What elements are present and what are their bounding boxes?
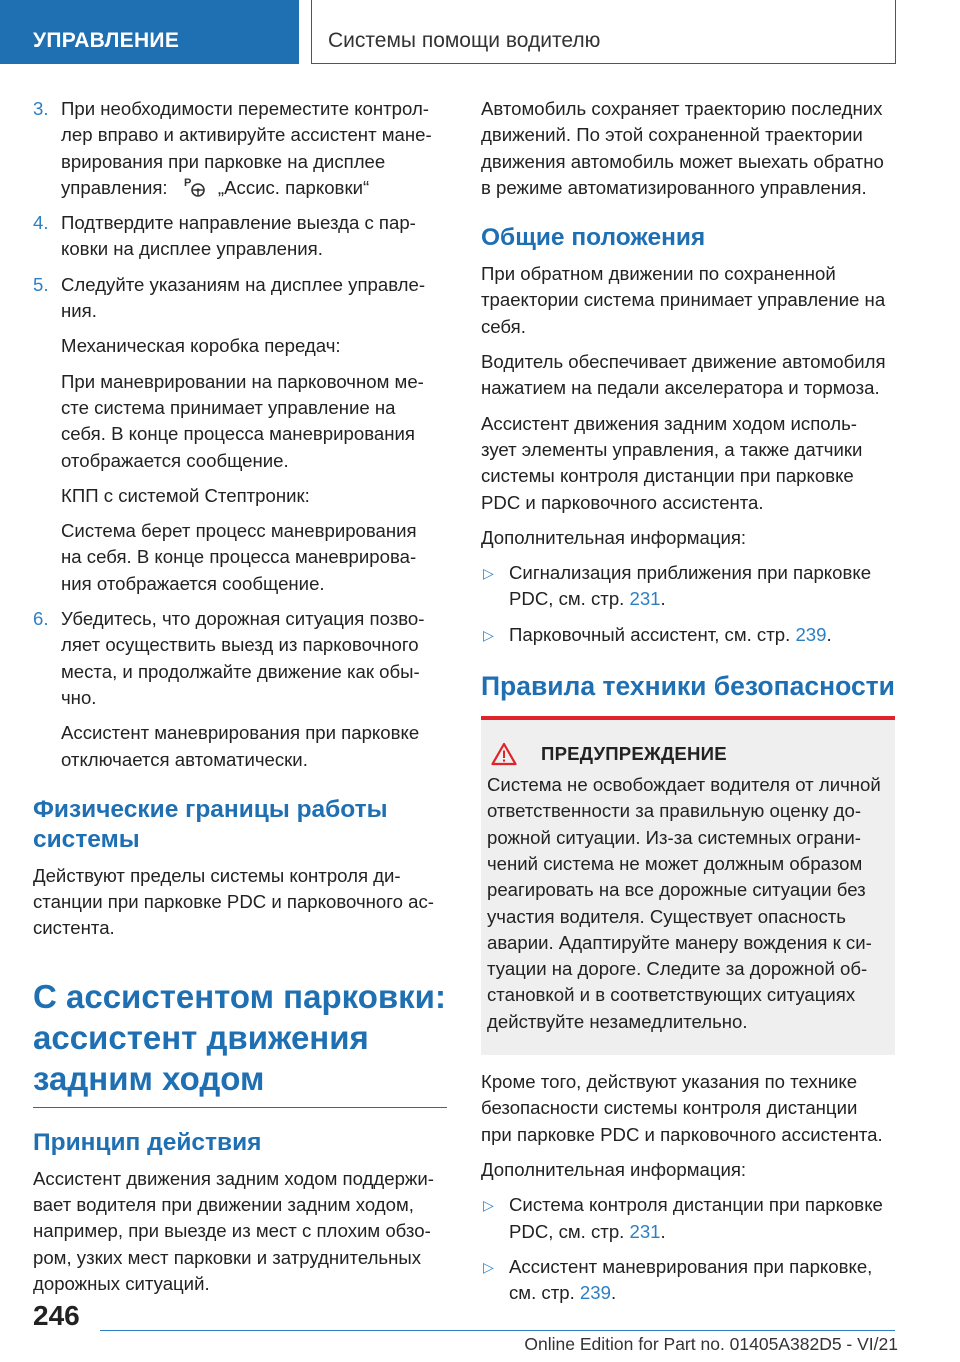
- step-text: ляет осуществить выезд из парковочного: [61, 634, 419, 656]
- text-line: дорожных ситуаций.: [33, 1272, 210, 1294]
- text-line: вает водителя при движении задним ходом,: [33, 1194, 414, 1216]
- right-column: [481, 96, 895, 1315]
- text-line: станции при парковке PDC и парковочного ас-: [33, 891, 434, 913]
- step-3: [33, 96, 447, 201]
- step-number: 4.: [33, 212, 49, 234]
- section-title: УПРАВЛЕНИЕ: [33, 29, 180, 52]
- step-text: ния.: [61, 300, 97, 322]
- text-line: систента.: [33, 917, 115, 939]
- limits-text: [33, 863, 447, 942]
- step-number: 3.: [33, 98, 49, 119]
- warning-text: [487, 772, 887, 1035]
- text-line: рожной ситуации. Из-за системных ограни-: [487, 826, 861, 848]
- chapter-heading: [33, 976, 447, 1099]
- bullet-item: [481, 622, 895, 648]
- text-line: Система контроля дистанции при парковке: [509, 1194, 883, 1216]
- more-info-label: Дополнительная информация:: [481, 526, 747, 548]
- step-text: „Ассис. парковки“: [217, 176, 370, 198]
- text-line: траектории система принимает управление на: [481, 289, 886, 311]
- text-line: при парковке PDC и парковочного ассистента.: [481, 1123, 883, 1145]
- heading-line: С ассистентом парковки:: [33, 977, 446, 1015]
- left-column: [33, 96, 447, 1306]
- step-number: 5.: [33, 273, 49, 295]
- text-line: себя.: [481, 315, 526, 337]
- page-link[interactable]: 231: [629, 588, 661, 610]
- text-line: PDC, см. стр.: [509, 588, 630, 610]
- text-line: безопасности системы контроля дистанции: [481, 1097, 858, 1119]
- general-heading: Общие положения: [481, 224, 706, 252]
- text-line: системы контроля дистанции при парковке: [481, 465, 854, 487]
- footer-divider: [100, 1330, 895, 1331]
- principle-heading: Принцип действия: [33, 1128, 262, 1156]
- text-line: Кроме того, действуют указания по технике: [481, 1071, 858, 1093]
- triangle-bullet-icon: ▷: [483, 565, 494, 582]
- edition-text: Online Edition for Part no. 01405A382D5 - VI/21: [524, 1334, 898, 1354]
- auto-label: КПП с системой Стептроник:: [61, 484, 310, 506]
- page-link[interactable]: 231: [629, 1220, 661, 1242]
- text-line: Автомобиль сохраняет траекторию последних: [481, 98, 883, 119]
- text-line: Парковочный ассистент, см. стр.: [509, 623, 796, 645]
- auto-text: [33, 518, 447, 597]
- heading-line: задним ходом: [33, 1059, 265, 1097]
- section-tab: [0, 0, 299, 64]
- chapter-title: Системы помощи водителю: [328, 29, 601, 52]
- step-text: управления:: [61, 176, 168, 198]
- text-line: Система берет процесс маневрирования: [61, 520, 417, 542]
- manual-text: [33, 369, 447, 474]
- text-line: движения автомобиль может выехать обратно: [481, 150, 884, 172]
- text-line: ром, узких мест парковки и затруднительных: [33, 1246, 422, 1268]
- text-line: PDC и парковочного ассистента.: [481, 491, 764, 513]
- step-text: Следуйте указаниям на дисплее управле-: [61, 273, 426, 295]
- principle-text: [33, 1166, 447, 1297]
- parking-assistant-icon: [183, 176, 207, 198]
- text-line: ния отображается сообщение.: [61, 572, 325, 594]
- chapter-tab: [311, 0, 896, 64]
- step-4: [33, 210, 447, 263]
- bullet-item: [481, 1192, 895, 1245]
- general-text-1: [481, 261, 895, 340]
- text-line: Ассистент маневрирования при парковке: [61, 722, 420, 744]
- bullet-item: [481, 1254, 895, 1307]
- text-line: Сигнализация приближения при парковке: [509, 562, 872, 584]
- text-line: ответственности за правильную оценку до-: [487, 800, 862, 822]
- general-text-2: [481, 349, 895, 402]
- step-6: [33, 606, 447, 711]
- safety-heading: Правила техники безопасности: [481, 671, 895, 702]
- text-line: PDC, см. стр.: [509, 1220, 630, 1242]
- text-line: Система не освобождает водителя от личной: [487, 774, 881, 796]
- triangle-bullet-icon: ▷: [483, 1197, 494, 1214]
- text-line: При маневрировании на парковочном ме-: [61, 370, 424, 392]
- text-line: сте система принимает управление на: [61, 396, 396, 418]
- text-line: .: [610, 1282, 617, 1304]
- step-text: места, и продолжайте движение как обы-: [61, 660, 420, 682]
- text-line: .: [660, 1220, 666, 1242]
- warning-header: [487, 742, 887, 766]
- warning-triangle-icon: [491, 742, 517, 766]
- text-line: Ассистент движения задним ходом исполь-: [481, 412, 857, 434]
- text-line: см. стр.: [509, 1282, 580, 1304]
- text-line: например, при выезде из мест с плохим обзо-: [33, 1220, 431, 1242]
- triangle-bullet-icon: ▷: [483, 1258, 494, 1275]
- bullet-item: [481, 560, 895, 613]
- warning-title: ПРЕДУПРЕЖДЕНИЕ: [541, 743, 727, 765]
- text-line: Действуют пределы системы контроля ди-: [33, 864, 401, 886]
- text-line: себя. В конце процесса маневрирования: [61, 423, 415, 445]
- manual-label: Механическая коробка передач:: [61, 335, 341, 357]
- step6-note: [33, 720, 447, 773]
- text-line: .: [660, 588, 666, 610]
- text-line: зует элементы управления, а также датчики: [481, 438, 863, 460]
- text-line: отключается автоматически.: [61, 748, 308, 770]
- limits-heading: [33, 795, 447, 855]
- general-text-3: [481, 411, 895, 516]
- heading-line: системы: [33, 825, 140, 853]
- text-line: .: [826, 623, 832, 645]
- after-warning-text: [481, 1069, 895, 1148]
- step-text: Подтвердите направление выезда с пар-: [61, 212, 416, 234]
- text-line: чений система не может должным образом: [487, 852, 863, 874]
- step-text: Убедитесь, что дорожная ситуация позво-: [61, 608, 425, 630]
- text-line: реагировать на все дорожные ситуации без: [487, 879, 866, 901]
- page-link[interactable]: 239: [579, 1282, 611, 1304]
- step-text: При необходимости переместите контрол-: [61, 98, 429, 119]
- text-line: Водитель обеспечивает движение автомобиля: [481, 351, 886, 373]
- text-line: участия водителя. Существует опасность: [487, 905, 846, 927]
- more-info-label: Дополнительная информация:: [481, 1158, 747, 1180]
- svg-text:P: P: [183, 176, 192, 189]
- text-line: становкой и в соответствующих ситуациях: [487, 984, 856, 1006]
- text-line: При обратном движении по сохраненной: [481, 263, 836, 285]
- text-line: действуйте незамедлительно.: [487, 1010, 748, 1032]
- text-line: движений. По этой сохраненной траектории: [481, 124, 863, 146]
- triangle-bullet-icon: ▷: [483, 626, 494, 643]
- page-link[interactable]: 239: [795, 623, 827, 645]
- step-number: 6.: [33, 608, 49, 630]
- text-line: в режиме автоматизированного управления.: [481, 176, 867, 198]
- text-line: отображается сообщение.: [61, 449, 289, 471]
- step-5: [33, 272, 447, 325]
- step-text: ковки на дисплее управления.: [61, 238, 323, 260]
- text-line: аварии. Адаптируйте манеру вождения к си-: [487, 931, 872, 953]
- text-line: на себя. В конце процесса маневрирова-: [61, 546, 417, 568]
- chapter-heading-block: [33, 976, 447, 1108]
- text-line: Ассистент движения задним ходом поддержи-: [33, 1167, 434, 1189]
- intro-text: [481, 96, 895, 201]
- step-text: лер вправо и активируйте ассистент мане-: [61, 124, 432, 146]
- step-text: чно.: [61, 686, 97, 708]
- text-line: Ассистент маневрирования при парковке,: [509, 1255, 873, 1277]
- heading-line: ассистент движения: [33, 1018, 369, 1056]
- warning-box: [481, 716, 895, 1055]
- page-number: 246: [33, 1300, 80, 1331]
- heading-line: Физические границы работы: [33, 795, 388, 823]
- text-line: нажатием на педали акселератора и тормоза.: [481, 377, 880, 399]
- text-line: туации на дороге. Следите за дорожной об-: [487, 958, 868, 980]
- step-text: врирования при парковке на дисплее: [61, 150, 386, 172]
